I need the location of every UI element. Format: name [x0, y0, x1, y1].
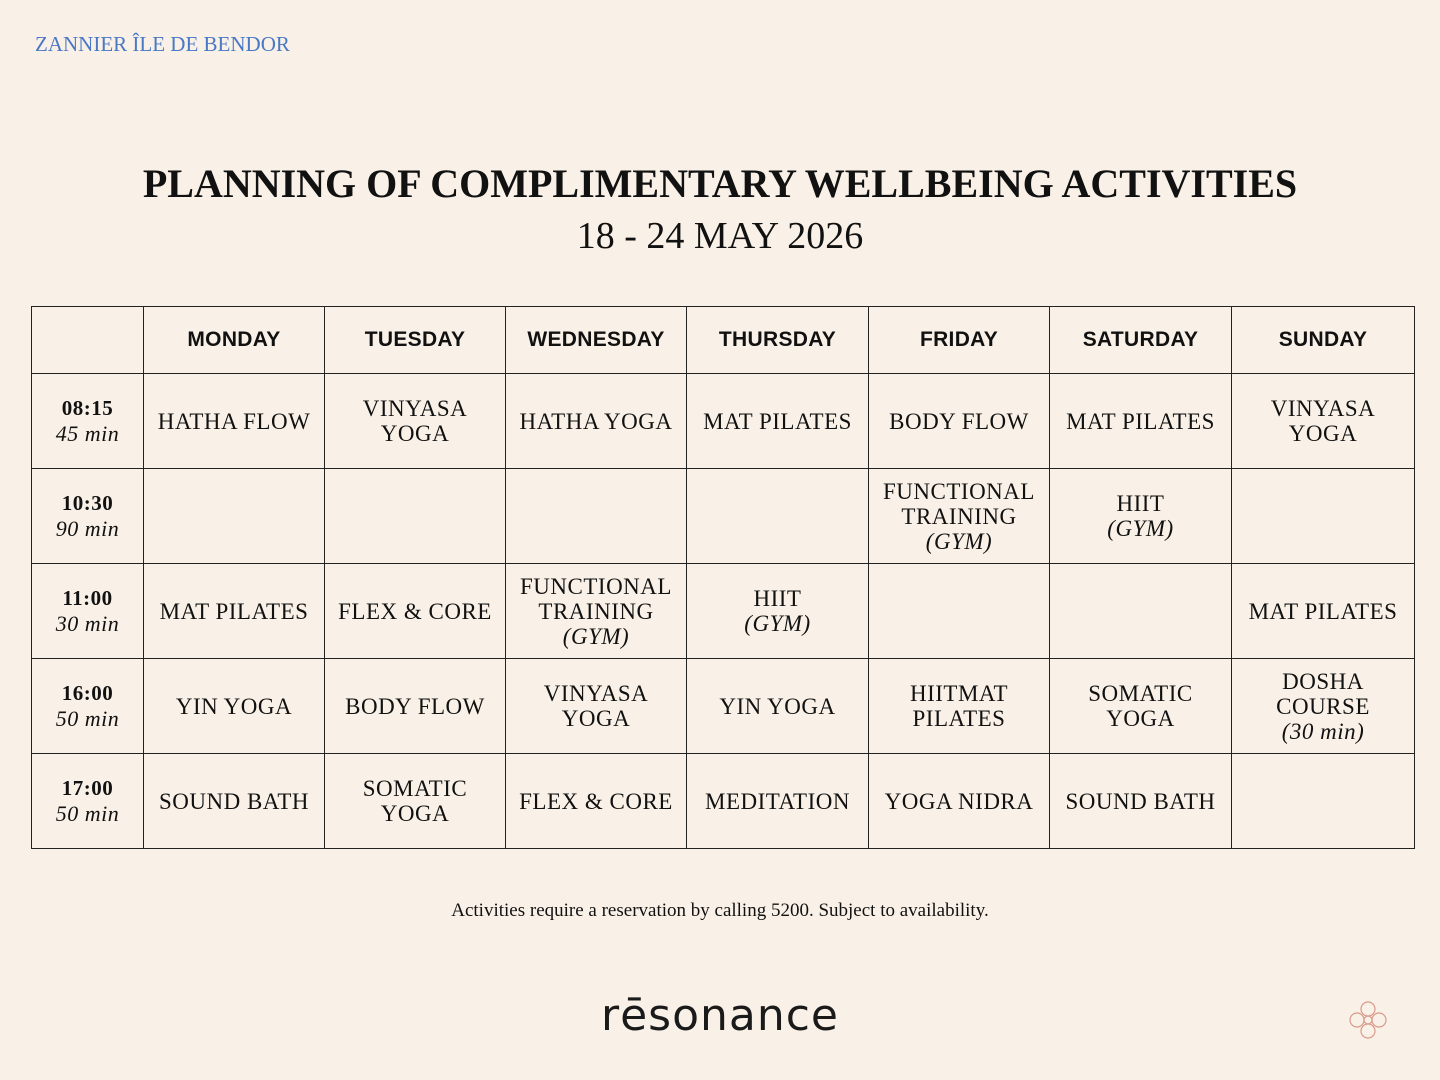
day-header: SATURDAY: [1050, 307, 1232, 374]
activity-name: FUNCTIONAL TRAINING: [883, 478, 1035, 529]
activity-cell: [144, 564, 325, 659]
activity-name: BODY FLOW: [889, 408, 1029, 434]
time-cell: [32, 469, 144, 564]
activity-name: MAT PILATES: [159, 598, 309, 624]
schedule-table: [31, 306, 1415, 849]
activity-name: HIIT: [753, 586, 802, 611]
session-duration: 45 min: [55, 421, 120, 446]
activity-name: VINYASA YOGA: [1270, 396, 1376, 446]
activity-cell: [1050, 374, 1232, 469]
table-row: [32, 469, 1415, 564]
activity-cell: [869, 469, 1050, 564]
activity-cell: [144, 374, 325, 469]
table-row: [32, 564, 1415, 659]
time-cell: [32, 564, 144, 659]
activity-name: FLEX & CORE: [519, 788, 673, 814]
activity-name: MEDITATION: [705, 788, 850, 814]
activity-cell: [1232, 374, 1415, 469]
activity-name: SOMATIC YOGA: [1088, 681, 1193, 731]
activity-name: SOUND BATH: [1065, 788, 1216, 814]
activity-note: (GYM): [562, 623, 630, 649]
brand-name: ZANNIER ÎLE DE BENDOR: [35, 32, 290, 56]
activity-name: YOGA NIDRA: [884, 788, 1034, 814]
session-duration: 50 min: [55, 801, 120, 826]
activity-name: VINYASA YOGA: [362, 396, 468, 446]
day-header: FRIDAY: [869, 307, 1050, 374]
activity-name: VINYASA YOGA: [543, 681, 649, 731]
activity-cell: [325, 564, 506, 659]
day-header: SUNDAY: [1232, 307, 1415, 374]
session-time: 10:30: [61, 491, 114, 515]
activity-name: HIITMAT PILATES: [909, 681, 1009, 731]
activity-cell: [869, 754, 1050, 849]
activity-name: FLEX & CORE: [338, 598, 492, 624]
activity-cell: [325, 469, 506, 564]
activity-cell: [144, 659, 325, 754]
header-row: [32, 307, 1415, 374]
activity-name: SOMATIC YOGA: [362, 776, 468, 826]
activity-note: (GYM): [1107, 516, 1174, 541]
activity-name: HATHA YOGA: [519, 408, 673, 434]
table-row: [32, 374, 1415, 469]
activity-name: HATHA FLOW: [157, 408, 311, 434]
activity-name: BODY FLOW: [345, 693, 485, 719]
activity-cell: [869, 374, 1050, 469]
activity-name: YIN YOGA: [719, 693, 836, 719]
activity-name: MAT PILATES: [1248, 598, 1398, 624]
activity-cell: [506, 564, 687, 659]
activity-cell: [144, 754, 325, 849]
page-title: PLANNING OF COMPLIMENTARY WELLBEING ACTIVITIES: [142, 161, 1298, 206]
activity-cell: [506, 374, 687, 469]
activity-cell: [506, 754, 687, 849]
resonance-logo: rēsonance: [600, 990, 839, 1041]
session-time: 17:00: [61, 776, 114, 800]
activity-cell: [1232, 659, 1415, 754]
activity-cell: [687, 564, 869, 659]
table-row: [32, 659, 1415, 754]
table-row: [32, 754, 1415, 849]
activity-cell: [687, 374, 869, 469]
activity-cell: [687, 754, 869, 849]
activity-cell: [325, 754, 506, 849]
activity-cell: [687, 469, 869, 564]
activity-name: SOUND BATH: [158, 788, 310, 814]
activity-note: (GYM): [925, 528, 993, 554]
session-duration: 50 min: [55, 706, 120, 731]
activity-cell: [1050, 564, 1232, 659]
time-cell: [32, 374, 144, 469]
activity-cell: [506, 469, 687, 564]
activity-cell: [1232, 754, 1415, 849]
activity-note: (GYM): [744, 611, 811, 636]
activity-note: (30 min): [1281, 718, 1365, 744]
activity-cell: [869, 564, 1050, 659]
activity-cell: [1232, 469, 1415, 564]
day-header: MONDAY: [144, 307, 325, 374]
schedule-body: [32, 374, 1415, 849]
activity-name: MAT PILATES: [703, 408, 852, 434]
activity-cell: [325, 374, 506, 469]
activity-cell: [869, 659, 1050, 754]
date-range: 18 - 24 MAY 2026: [576, 215, 864, 257]
title-block: [0, 160, 1440, 262]
activity-name: MAT PILATES: [1066, 408, 1215, 434]
session-time: 11:00: [62, 586, 113, 610]
corner-cell: [32, 307, 144, 374]
reservation-note: Activities require a reservation by calling 5200. Subject to availability.: [451, 900, 989, 921]
day-header: TUESDAY: [325, 307, 506, 374]
activity-cell: [144, 469, 325, 564]
activity-cell: [1050, 469, 1232, 564]
activity-cell: [687, 659, 869, 754]
session-time: 08:15: [61, 396, 114, 420]
session-duration: 90 min: [55, 516, 120, 541]
activity-name: FUNCTIONAL TRAINING: [520, 573, 672, 624]
activity-name: DOSHA COURSE: [1276, 668, 1370, 719]
time-cell: [32, 659, 144, 754]
activity-cell: [325, 659, 506, 754]
activity-name: YIN YOGA: [175, 693, 293, 719]
session-duration: 30 min: [55, 611, 120, 636]
session-time: 16:00: [61, 681, 114, 705]
activity-cell: [1232, 564, 1415, 659]
day-header: WEDNESDAY: [506, 307, 687, 374]
activity-name: HIIT: [1116, 491, 1165, 516]
activity-cell: [506, 659, 687, 754]
day-header: THURSDAY: [687, 307, 869, 374]
time-cell: [32, 754, 144, 849]
activity-cell: [1050, 754, 1232, 849]
activity-cell: [1050, 659, 1232, 754]
flower-emblem-icon: [1346, 998, 1390, 1042]
